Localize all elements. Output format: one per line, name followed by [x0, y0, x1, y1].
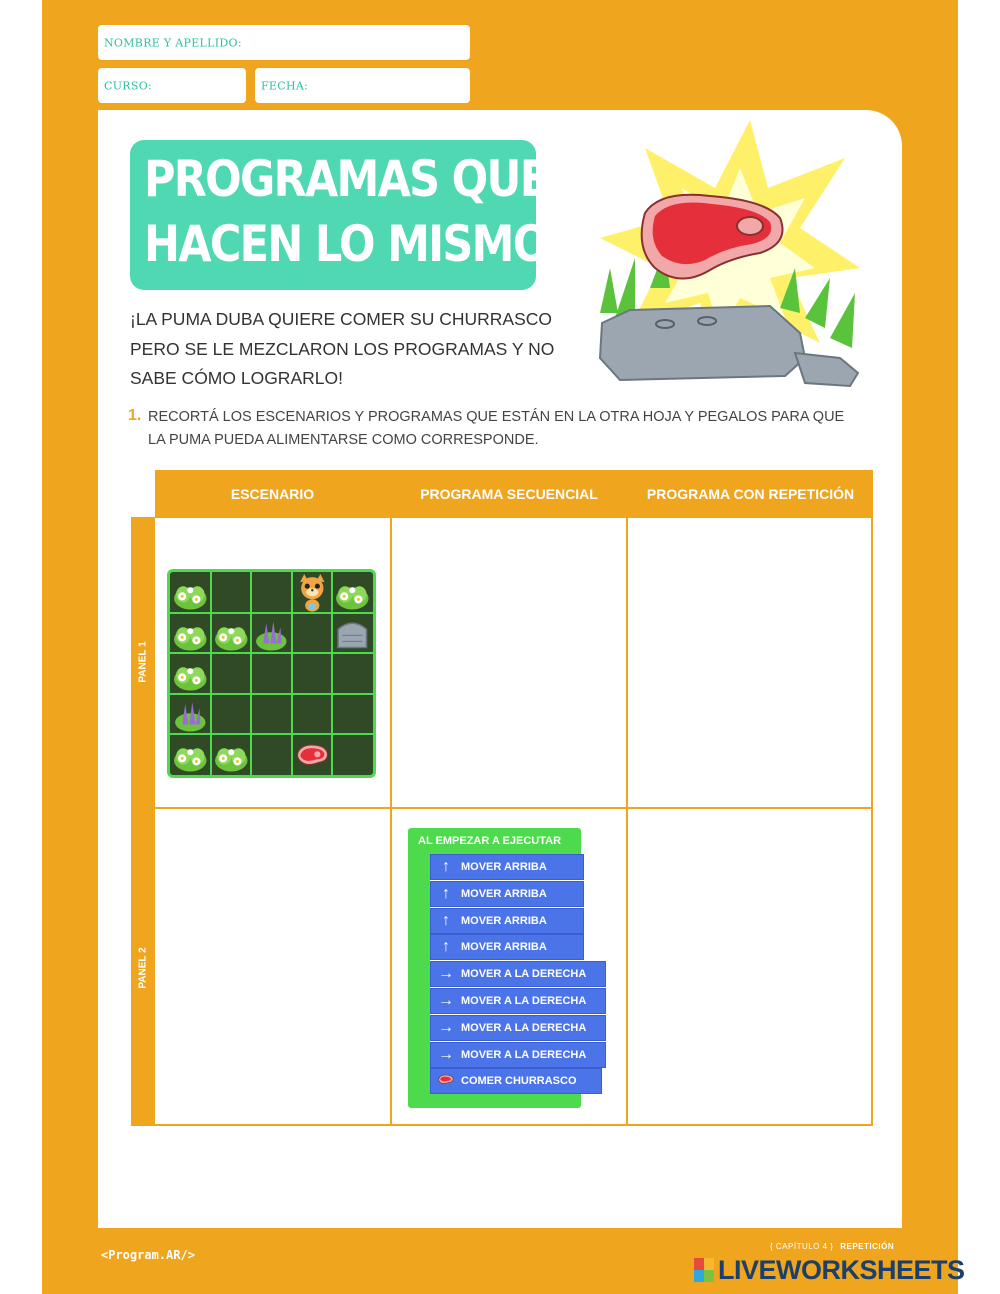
- bush-flowers-icon: [332, 572, 373, 613]
- intro-line-1: ¡LA PUMA DUBA QUIERE COMER SU CHURRASCO: [130, 309, 553, 329]
- arrow-right-icon: →: [438, 1045, 454, 1063]
- instruction-line-1: RECORTÁ LOS ESCENARIOS Y PROGRAMAS QUE ESTÁN EN LA OTRA HOJA Y PEGALOS PARA QUE: [148, 409, 845, 425]
- rock-icon: [332, 613, 373, 654]
- bush-flowers-icon: [170, 572, 211, 613]
- header-programa-secuencial: PROGRAMA SECUENCIAL: [392, 470, 626, 518]
- command-block: [430, 1042, 606, 1068]
- liveworksheets-text: LIVEWORKSHEETS: [718, 1254, 965, 1285]
- command-block: [430, 988, 606, 1014]
- intro-line-3: SABE CÓMO LOGRARLO!: [130, 368, 343, 388]
- header-programa-repeticion: PROGRAMA CON REPETICIÓN: [628, 470, 873, 518]
- scenario-grid: [167, 569, 376, 778]
- table-divider: [131, 1124, 873, 1126]
- instruction-line-2: LA PUMA PUEDA ALIMENTARSE COMO CORRESPONDE.: [148, 432, 539, 448]
- puma-icon: [292, 572, 333, 613]
- steak-bone: [737, 217, 763, 235]
- chapter-label: [770, 1242, 894, 1251]
- date-label: FECHA:: [261, 79, 309, 92]
- arrow-right-icon: →: [438, 1018, 454, 1036]
- panel-2-text: PANEL 2: [137, 946, 149, 989]
- program-block-spine: [408, 854, 430, 1098]
- command-label: MOVER A LA DERECHA: [461, 995, 587, 1007]
- arrow-up-icon: ↑: [442, 911, 450, 929]
- command-label: COMER CHURRASCO: [461, 1075, 577, 1088]
- bush-flowers-icon: [211, 734, 252, 775]
- command-label: MOVER A LA DERECHA: [461, 1021, 587, 1034]
- intro-line-2: PERO SE LE MEZCLARON LOS PROGRAMAS Y NO: [130, 339, 555, 359]
- steak-icon: [292, 734, 333, 775]
- bush-flowers-icon: [211, 613, 252, 654]
- drop-cell-panel2-escenario[interactable]: [155, 809, 390, 1124]
- table-divider: [871, 470, 873, 1126]
- arrow-up-icon: ↑: [442, 858, 450, 875]
- panel-1-text: PANEL 1: [137, 641, 149, 683]
- program-block-foot: [408, 1094, 581, 1108]
- bush-flowers-icon: [170, 734, 211, 775]
- steak-icon: [431, 1072, 461, 1090]
- panel-1-label: [131, 517, 155, 807]
- header-escenario: ESCENARIO: [155, 470, 390, 518]
- course-label: CURSO:: [104, 79, 153, 92]
- name-label: NOMBRE Y APELLIDO:: [104, 36, 242, 49]
- command-block: [430, 881, 584, 907]
- command-block: [430, 854, 584, 880]
- arrow-right-icon: →: [438, 965, 454, 983]
- command-label: MOVER ARRIBA: [461, 941, 547, 954]
- steak-glyph: [437, 1073, 455, 1085]
- panel-2-label: [131, 809, 155, 1126]
- bush-purple-icon: [251, 613, 292, 654]
- drop-cell-panel1-secuencial[interactable]: [392, 519, 626, 807]
- bush-flowers-icon: [170, 613, 211, 654]
- command-block: [430, 934, 584, 960]
- command-label: MOVER A LA DERECHA: [461, 1048, 587, 1061]
- command-block: [430, 1015, 606, 1041]
- command-block: [430, 961, 606, 987]
- command-label: MOVER ARRIBA: [461, 914, 547, 927]
- command-label: MOVER ARRIBA: [461, 887, 547, 900]
- title-line-2: HACEN LO MISMO: [144, 215, 548, 273]
- rock-piece: [795, 353, 858, 386]
- arrow-up-icon: ↑: [442, 938, 450, 956]
- liveworksheets-badge-icon: [694, 1258, 714, 1282]
- name-field[interactable]: [98, 25, 470, 60]
- arrow-up-icon: ↑: [442, 884, 450, 902]
- bush-purple-icon: [170, 694, 211, 735]
- command-label: MOVER A LA DERECHA: [461, 968, 587, 981]
- bush-flowers-icon: [170, 653, 211, 694]
- command-label: MOVER ARRIBA: [461, 861, 547, 873]
- command-block: [430, 1068, 602, 1094]
- program-start-block: AL EMPEZAR A EJECUTAR: [408, 828, 581, 854]
- liveworksheets-watermark: [694, 1255, 965, 1285]
- page-title: [130, 140, 548, 290]
- chapter-number: { CAPÍTULO 4 }: [770, 1242, 834, 1251]
- chapter-topic: REPETICIÓN: [840, 1242, 895, 1251]
- arrow-right-icon: →: [438, 992, 454, 1009]
- title-line-1: PROGRAMAS QUE: [144, 150, 548, 208]
- instruction-number: 1.: [128, 407, 142, 424]
- drop-cell-panel2-repeticion[interactable]: [628, 809, 871, 1124]
- drop-cell-panel1-repeticion[interactable]: [628, 519, 871, 807]
- command-block: [430, 908, 584, 934]
- course-field[interactable]: [98, 68, 246, 103]
- date-field[interactable]: [255, 68, 470, 103]
- steak-on-rock-illustration: [590, 118, 870, 393]
- program-ar-logo: <Program.AR/>: [101, 1248, 195, 1262]
